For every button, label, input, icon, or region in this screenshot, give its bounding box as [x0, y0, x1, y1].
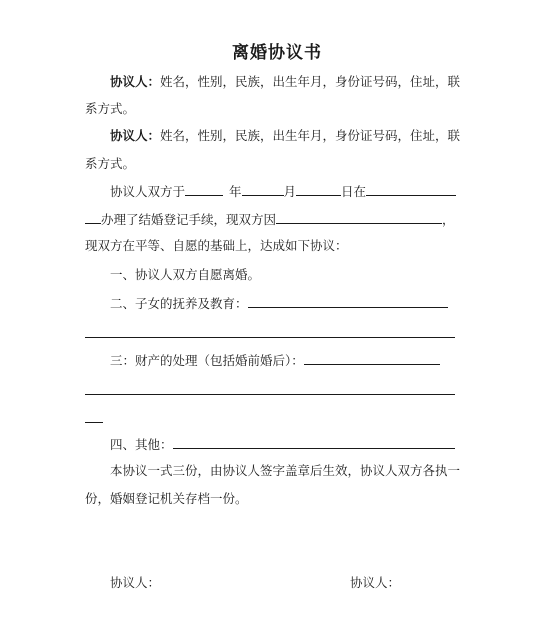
registration-text: 办理了结婚登记手续，现双方因 [101, 212, 277, 227]
party1-line [110, 73, 475, 91]
intro-prefix: 协议人双方于 [110, 184, 186, 199]
clause-2-line [110, 294, 475, 313]
month-label: 月 [283, 184, 297, 199]
party1-continuation: 系方式。 [85, 101, 136, 116]
property-rule[interactable] [85, 394, 455, 395]
party2-label: 协议人： [110, 128, 161, 143]
clause-4: 四、其他： [110, 437, 173, 452]
clause-2: 二、子女的抚养及教育： [110, 296, 248, 311]
child-care-blank[interactable] [248, 294, 448, 308]
agreement-intro: 现双方在平等、自愿的基础上，达成如下协议： [85, 238, 348, 253]
registration-line [85, 210, 475, 229]
party1-fields: 姓名，性别，民族，出生年月，身份证号码，住址，联 [160, 74, 461, 89]
location-blank-cont[interactable] [85, 210, 101, 224]
child-care-rule[interactable] [85, 337, 455, 338]
document-title: 离婚协议书 [232, 43, 322, 63]
closing-line-1: 本协议一式三份，由协议人签字盖章后生效，协议人双方各执一 [110, 463, 461, 478]
other-blank[interactable] [173, 435, 455, 449]
month-blank[interactable] [242, 182, 284, 196]
location-blank[interactable] [366, 182, 456, 196]
closing-line-2: 份，婚姻登记机关存档一份。 [85, 491, 248, 506]
clause-3-line [110, 351, 475, 370]
party2-fields: 姓名，性别，民族，出生年月，身份证号码，住址，联 [160, 128, 461, 143]
party1-label: 协议人： [110, 74, 161, 89]
year-label: 年 [229, 184, 242, 199]
day-blank[interactable] [296, 182, 341, 196]
clause-3: 三：财产的处理（包括婚前婚后）： [110, 353, 304, 368]
reason-blank[interactable] [276, 210, 442, 224]
property-rule-short[interactable] [85, 422, 103, 423]
clause-4-line [110, 435, 475, 454]
property-blank[interactable] [304, 351, 440, 365]
signature-left-label: 协议人： [110, 575, 161, 590]
day-label: 日在 [341, 184, 367, 199]
signature-right-label: 协议人： [350, 575, 401, 590]
marriage-date-line [110, 182, 475, 201]
registration-end: ， [442, 212, 455, 227]
clause-1: 一、协议人双方自愿离婚。 [110, 267, 261, 282]
party2-continuation: 系方式。 [85, 156, 136, 171]
year-blank[interactable] [185, 182, 223, 196]
party2-line [110, 127, 475, 145]
